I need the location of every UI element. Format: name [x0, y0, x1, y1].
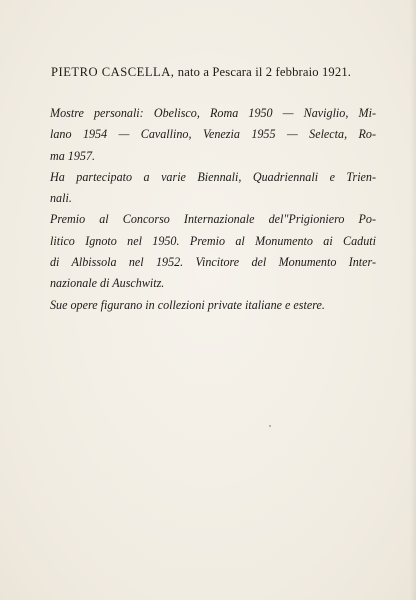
paper-speck [269, 425, 271, 427]
artist-birth: nato a Pescara il 2 febbraio 1921. [177, 65, 352, 79]
artist-heading [51, 65, 391, 80]
bio-line: Ha partecipato a varie Biennali, Quadriennali e Trien- [50, 169, 376, 184]
biography-text [50, 103, 376, 316]
bio-line: di Albissola nel 1952. Vincitore del Monumento Inter- [50, 255, 376, 270]
bio-line: lano 1954 — Cavallino, Venezia 1955 — Selecta, Ro- [50, 127, 376, 142]
bio-line: Mostre personali: Obelisco, Roma 1950 — Naviglio, Mi- [50, 106, 376, 120]
bio-line: nazionale di Auschwitz. [50, 276, 165, 291]
page-edge-shadow [410, 0, 416, 600]
bio-line: Premio al Concorso Internazionale del"Prigioniero Po- [50, 212, 376, 227]
bio-line: nali. [50, 191, 72, 206]
bio-line: ma 1957. [50, 148, 96, 163]
artist-name: PIETRO CASCELLA, [51, 65, 175, 79]
bio-line: litico Ignoto nel 1950. Premio al Monumento ai Caduti [50, 233, 376, 248]
bio-line: Sue opere figurano in collezioni private italiane e estere. [50, 297, 325, 312]
